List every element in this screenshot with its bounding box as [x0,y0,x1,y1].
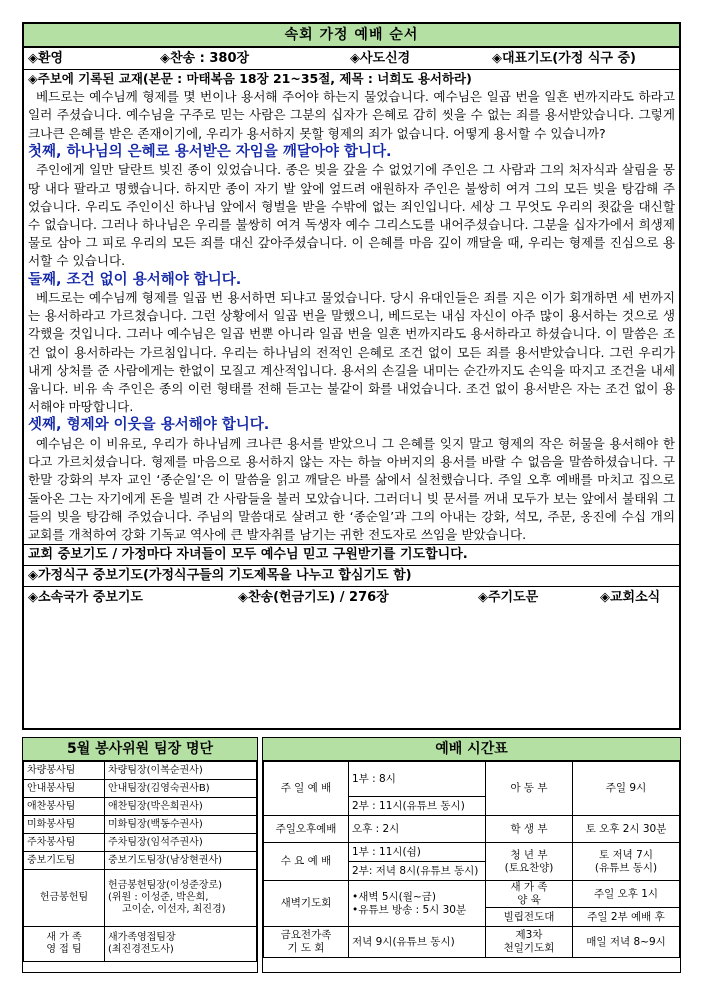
schedule-table [263,761,680,958]
dawn-line: •유튜브 방송 : 5시 30분 [352,903,467,916]
team-name: 애찬봉사팀 [24,798,105,816]
team-name: 헌금봉헌팀 [24,870,105,927]
friday-line: 금요전가족 [280,929,332,941]
newcomer-leader-line: (최진경전도사) [108,944,174,955]
order-welcome: ◈환영 [28,51,64,66]
team-name [24,927,105,962]
youth-time-line: 토 저녁 7시 [599,848,653,861]
newfam-line: 양 육 [517,894,541,906]
service-name [264,927,349,958]
table-row [264,843,680,862]
prayer-line: 천일기도회 [503,942,555,954]
dept-time: 주일 9시 [573,762,680,816]
team-name: 주차봉사팀 [24,834,105,852]
offering-member-line: (위원 : 이성준, 박은희, [108,892,209,903]
closing-lords-prayer: ◈주기도문 [478,590,539,606]
worship-schedule-panel [262,737,681,973]
closing-news: ◈교회소식 [600,590,661,606]
table-row [24,762,257,780]
dept-time: 주일 2부 예배 후 [573,908,680,927]
team-name: 중보기도팀 [24,852,105,870]
point-two-text: 베드로는 예수님께 형제를 일곱 번 용서하면 되냐고 물었습니다. 당시 유대인들은 죄를 지은 이가 회개하면 세 번까지는 용서하라고 가르쳤습니다. 그런 상황에서 일곱 번을 말했으니, 베드로는 내심 자신이 아주 많이 용서하는 것으로 생각했을 것입니다. 그러나 예수님은 일곱 번뿐 아니라 일곱 번을 일흔 번까지라도 용서하라고 하셨습니다. 이 말씀은 조건 없이 용서하라는 가르침입니다. 우리는 하나님의 전적인 은혜로 조건 없이 모든 죄를 용서받았습니다. 그런 우리가 내게 상처를 준 사람에게는 한없이 모질고 계산적입니다. 용서의 손길을 내미는 순간까지도 손익을 따지고 조건을 내세웁니다. 비유 속 주인은 종의 이런 형태를 전해 듣고는 불같이 화를 내었습니다. 조건 없이 용서받은 자는 조건 없이 용서해야 마땅합니다. [28,290,675,415]
service-name: 새벽기도회 [264,881,349,927]
point-one: 첫째, 하나님의 은혜로 용서받은 자임을 깨달아야 합니다. [28,143,392,160]
dept-time: 매일 저녁 8~9시 [573,927,680,958]
table-row [24,816,257,834]
schedule-title: 예배 시간표 [263,738,680,761]
team-name: 차량봉사팀 [24,762,105,780]
sermon-body [24,70,679,544]
team-name: 미화봉사팀 [24,816,105,834]
closing-hymn: ◈찬송(헌금기도) / 276장 [238,590,389,606]
team-leader: 주차팀장(임석주권사) [105,834,257,852]
team-leader: 미화팀장(백동수권사) [105,816,257,834]
closing-order-row [24,587,679,608]
table-row [24,798,257,816]
youth-time-line: (유튜브 동시) [594,861,658,874]
order-creed: ◈사도신경 [350,51,411,66]
scripture-passage: ◈주보에 기록된 교재(본문 : 마태복음 18장 21~35절, 제목 : 너희도 용서하라) [28,71,472,86]
team-name: 안내봉사팀 [24,780,105,798]
dept-name: 학 생 부 [486,816,573,843]
point-one-text: 주인에게 일만 달란트 빚진 종이 있었습니다. 종은 빚을 갚을 수 없었기에 주인은 그 사람과 그의 처자식과 살림을 몽땅 내다 팔라고 명했습니다. 하지만 종이 자기 발 앞에 엎드려 애원하자 주인은 불쌍히 여겨 그의 모든 빚을 탕감해 주었습니다. 우리도 주인이신 하나님 앞에서 형벌을 받을 수밖에 없는 죄인입니다. 세상 그 무엇도 우리의 죗값을 대신할 수 없습니다. 그러나 하나님은 우리를 불쌍히 여겨 독생자 예수 그리스도를 내어주셨습니다. 그분을 십자가에서 희생제물로 삼아 그 피로 우리의 모든 죄를 대신 갚아주셨습니다. 이 은혜를 마음 깊이 깨달을 때, 우리는 형제를 진심으로 용서할 수 있습니다. [28,162,675,269]
table-row [24,780,257,798]
team-leader: 애찬팀장(박은희권사) [105,798,257,816]
point-three: 셋째, 형제와 이웃을 용서해야 합니다. [28,417,270,434]
prayer-line: 제3차 [515,929,543,941]
worship-order-row [24,48,679,70]
newcomer-team-line: 새 가 족 [46,932,82,943]
service-time [349,881,486,927]
volunteer-team-panel [22,737,258,973]
service-name: 주 일 예 배 [264,762,349,816]
offering-member-line: 고이순, 이선자, 최진경) [122,904,226,915]
table-row [264,881,680,908]
dept-time [573,843,680,881]
team-leader: 중보기도팀장(남상현권사) [105,852,257,870]
sermon-intro: 베드로는 예수님께 형제를 몇 번이나 용서해 주어야 하는지 물었습니다. 예수님은 일곱 번을 일흔 번까지라도 하라고 일러 주셨습니다. 예수님을 구주로 믿는 사람은 그분의 십자가 은혜로 감히 씻을 수 없는 죄를 용서받았습니다. 그렇게 크나큰 은혜를 받은 존재이기에, 우리가 용서하지 못할 형제의 죄가 없습니다. 어떻게 용서할 수 있습니까? [28,89,675,141]
newcomer-team-line: 영 접 팀 [46,944,82,955]
family-intercession: ◈가정식구 중보기도(가정식구들의 기도제목을 나누고 합심기도 함) [28,568,412,584]
team-title: 5월 봉사위원 팀장 명단 [23,738,257,761]
table-row [24,870,257,927]
table-row [24,834,257,852]
dept-name: 빌립전도대 [486,908,573,927]
page-title: 속회 가정 예배 순서 [24,24,679,48]
team-leader: 차량팀장(이복순권사) [105,762,257,780]
service-time: 저녁 9시(유튜브 동시) [349,927,486,958]
newfam-line: 새 가 족 [510,881,548,893]
point-two: 둘째, 조건 없이 용서해야 합니다. [28,271,242,288]
dawn-line: •새벽 5시(월~금) [352,890,436,903]
service-time: 2부: 저녁 8시(유튜브 동시) [349,862,486,881]
family-worship-order [22,22,681,730]
team-table [23,761,257,962]
friday-line: 기 도 회 [287,942,325,954]
service-time: 1부 : 8시 [349,762,486,797]
table-row [24,927,257,962]
team-leader [105,927,257,962]
dept-time: 주일 오후 1시 [573,881,680,908]
service-time: 오후 : 2시 [349,816,486,843]
service-name: 주일오후예배 [264,816,349,843]
point-three-text: 예수님은 이 비유로, 우리가 하나님께 크나큰 용서를 받았으니 그 은혜를 잊지 말고 형제의 작은 허물을 용서해야 한다고 가르치셨습니다. 형제를 마음으로 용서하지 않는 자는 하늘 아버지의 용서를 바랄 수 없음을 말씀하셨습니다. 구한말 강화의 부자 교인 ‘종순일’은 이 말씀을 읽고 깨달은 바를 삶에서 실천했습니다. 주일 오후 예배를 마치고 집으로 돌아온 그는 자기에게 돈을 빌려 간 사람들을 불러 모았습니다. 그러더니 빚 문서를 꺼내 모두가 보는 앞에서 불태워 그들의 빚을 탕감해 주었습니다. 주님의 말씀대로 살려고 한 ‘종순일’과 그의 아내는 강화, 석모, 주문, 옹진에 수십 개의 교회를 개척하여 강화 기독교 역사에 큰 발자취를 남기는 귀한 전도자로 쓰임을 받았습니다. [28,435,675,542]
order-hymn: ◈찬송 : 380장 [160,51,250,66]
closing-nation-prayer: ◈소속국가 중보기도 [28,590,143,606]
church-intercession: 교회 중보기도 / 가정마다 자녀들이 모두 예수님 믿고 구원받기를 기도합니다. [28,547,468,563]
youth-line: (토요찬양) [504,861,554,874]
team-leader: 안내팀장(김영숙권사B) [105,780,257,798]
dept-name [486,927,573,958]
team-leader [105,870,257,927]
service-name: 수 요 예 배 [264,843,349,881]
newcomer-leader-line: 새가족영접팀장 [108,932,176,943]
order-prayer: ◈대표기도(가정 식구 중) [492,51,636,66]
offering-leader-line: 헌금봉헌팀장(이성준장로) [108,880,223,891]
table-row [24,852,257,870]
service-time: 1부 : 11시(쉼) [349,843,486,862]
dept-name [486,843,573,881]
table-row [264,816,680,843]
service-time: 2부 : 11시(유튜브 동시) [349,797,486,816]
dept-name [486,881,573,908]
dept-name: 아 동 부 [486,762,573,816]
table-row [264,927,680,958]
table-row [264,762,680,797]
dept-time: 토 오후 2시 30분 [573,816,680,843]
youth-line: 청 년 부 [510,848,548,861]
